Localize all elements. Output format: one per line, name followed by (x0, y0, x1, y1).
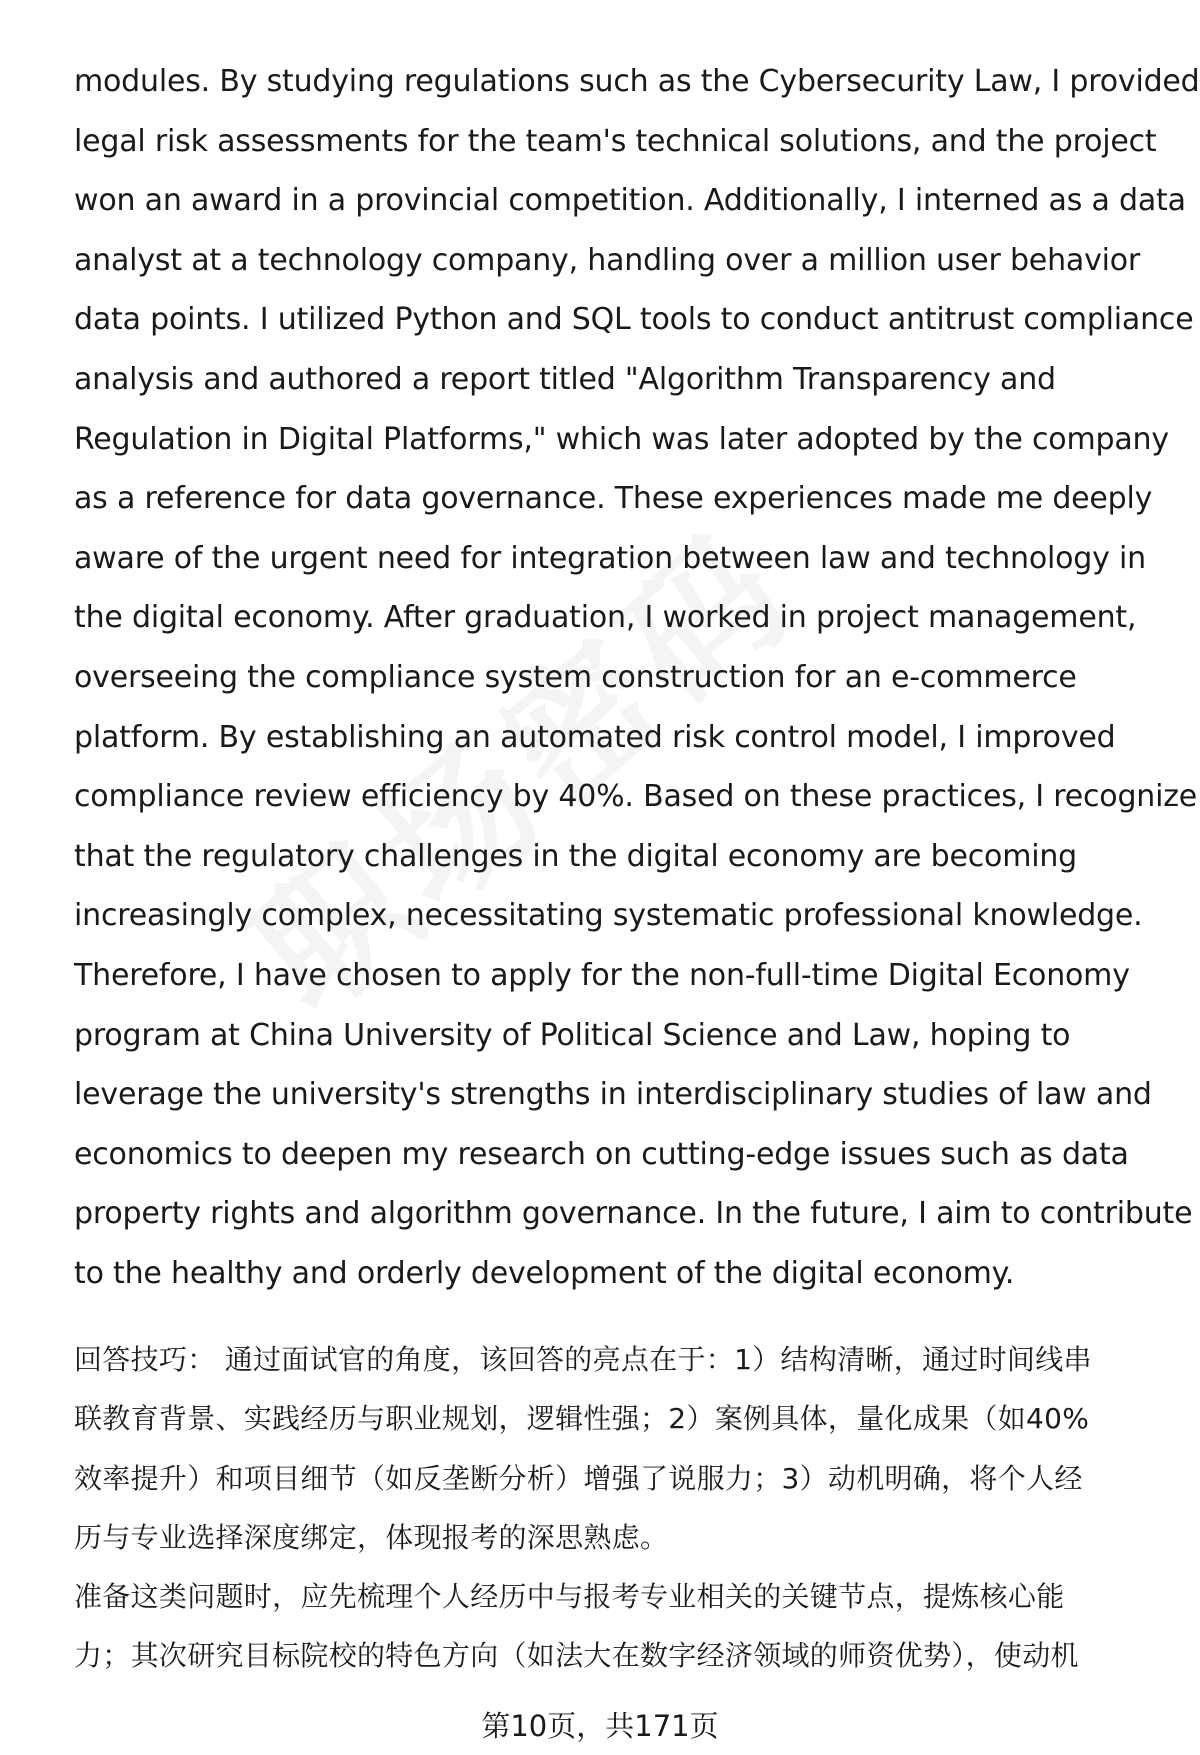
paragraph-line: to the healthy and orderly development of the digital economy. (74, 1255, 1015, 1291)
paragraph-line: program at China University of Political Science and Law, hoping to (74, 1017, 1071, 1053)
tips-line: 准备这类问题时，应先梳理个人经历中与报考专业相关的关键节点，提炼核心能 (74, 1580, 1065, 1614)
paragraph-line: legal risk assessments for the team's technical solutions, and the project (74, 123, 1157, 159)
paragraph-line: Therefore, I have chosen to apply for the non-full-time Digital Economy (74, 957, 1130, 993)
tips-line: 力；其次研究目标院校的特色方向（如法大在数字经济领域的师资优势），使动机 (74, 1639, 1079, 1673)
paragraph-line: leverage the university's strengths in interdisciplinary studies of law and (74, 1077, 1152, 1113)
tips-line: 历与专业选择深度绑定，体现报考的深思熟虑。 (74, 1520, 669, 1554)
paragraph-line: that the regulatory challenges in the digital economy are becoming (74, 838, 1078, 874)
paragraph-line: analysis and authored a report titled "Algorithm Transparency and (74, 361, 1056, 397)
paragraph-line: modules. By studying regulations such as the Cybersecurity Law, I provided (74, 64, 1200, 99)
paragraph-line: Regulation in Digital Platforms," which was later adopted by the company (74, 421, 1169, 457)
tips-line: 回答技巧： 通过面试官的角度，该回答的亮点在于：1）结构清晰，通过时间线串 (74, 1343, 1092, 1376)
paragraph-line: economics to deepen my research on cutting-edge issues such as data (74, 1136, 1129, 1172)
paragraph-line: the digital economy. After graduation, I worked in project management, (74, 600, 1137, 636)
paragraph-line: won an award in a provincial competition. Additionally, I interned as a data (74, 183, 1186, 219)
tips-line: 联教育背景、实践经历与职业规划，逻辑性强；2）案例具体，量化成果（如40% (74, 1402, 1090, 1436)
paragraph-line: property rights and algorithm governance. In the future, I aim to contribute (74, 1196, 1193, 1232)
paragraph-line: platform. By establishing an automated risk control model, I improved (74, 719, 1116, 755)
english-paragraph (74, 52, 1200, 1303)
paragraph-line: data points. I utilized Python and SQL tools to conduct antitrust compliance (74, 302, 1194, 338)
paragraph-line: overseeing the compliance system construction for an e-commerce (74, 659, 1077, 695)
answer-tips (74, 1330, 1164, 1686)
paragraph-line: increasingly complex, necessitating systematic professional knowledge. (74, 898, 1143, 934)
page-number-footer: 第10页，共171页 (481, 1709, 719, 1743)
paragraph-line: as a reference for data governance. These experiences made me deeply (74, 481, 1153, 517)
tips-line: 效率提升）和项目细节（如反垄断分析）增强了说服力；3）动机明确，将个人经 (74, 1461, 1083, 1495)
paragraph-line: aware of the urgent need for integration between law and technology in (74, 540, 1146, 576)
paragraph-line: compliance review efficiency by 40%. Based on these practices, I recognize (74, 779, 1198, 815)
paragraph-line: analyst at a technology company, handling over a million user behavior (74, 242, 1141, 278)
